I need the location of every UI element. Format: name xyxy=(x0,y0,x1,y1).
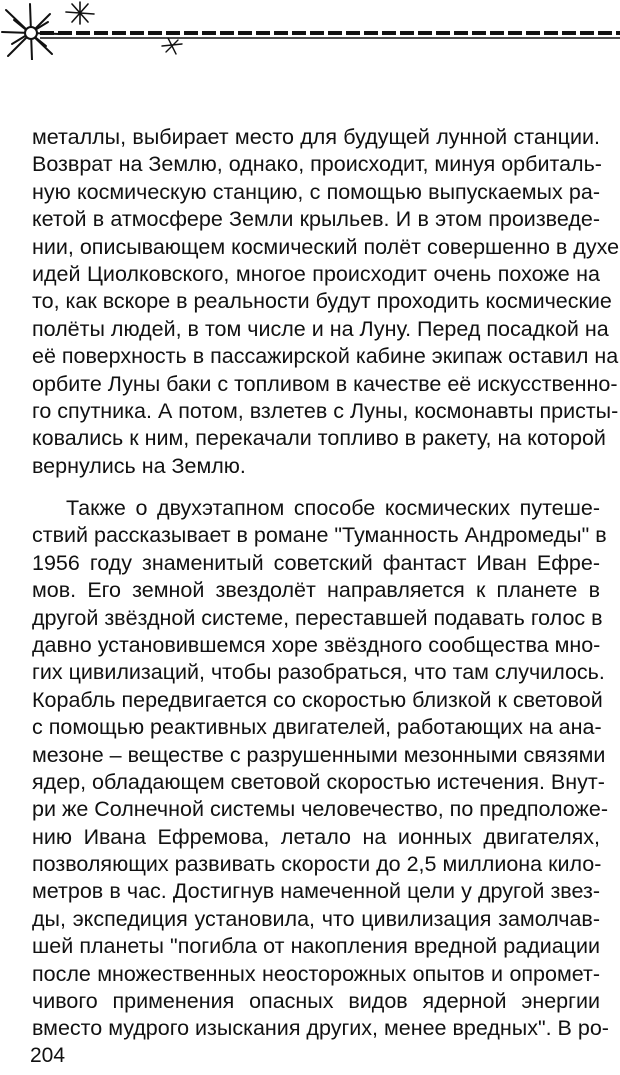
text-line: мов. Его земной звездолёт направляется к планете в xyxy=(32,578,600,603)
header-ornament-icon xyxy=(0,0,620,60)
text-line: гих цивилизаций, чтобы разобраться, что там случилось. xyxy=(32,660,605,685)
text-line: с помощью реактивных двигателей, работающих на ана- xyxy=(32,715,602,740)
text-line: Также о двухэтапном способе космических путеше- xyxy=(66,496,600,520)
text-line: после множественных неосторожных опытов и опромет- xyxy=(32,961,600,986)
text-line: вместо мудрого изыскания других, менее вредных". В ро- xyxy=(32,1016,609,1041)
text-line: давно установившемся хоре звёздного сообщества мно- xyxy=(32,632,601,657)
text-line: позволяющих развивать скорости до 2,5 миллиона кило- xyxy=(32,852,602,877)
text-line: ковались к ним, перекачали топливо в ракету, на которой xyxy=(32,426,606,451)
text-line: ную космическую станцию, с помощью выпускаемых ра- xyxy=(32,179,600,204)
text-line: ствий рассказывает в романе "Туманность Андромеды" в xyxy=(32,523,607,548)
text-line: чивого применения опасных видов ядерной энергии xyxy=(32,989,600,1014)
page-number: 204 xyxy=(30,1044,66,1067)
text-line: нию Ивана Ефремова, летало на ионных двигателях, xyxy=(32,824,600,849)
paragraph-2 xyxy=(32,495,609,1043)
text-line: ды, экспедиция установила, что цивилизация замолчав- xyxy=(32,906,600,931)
text-line: метров в час. Достигнув намеченной цели у другой звез- xyxy=(32,879,600,904)
text-line: ри же Солнечной системы человечество, по предположе- xyxy=(32,797,609,822)
text-line: идей Циолковского, многое происходит очень похоже на xyxy=(32,261,600,286)
text-line: го спутника. А потом, взлетев с Луны, космонавты присты- xyxy=(32,398,619,423)
text-line: то, как вскоре в реальности будут проходить космические xyxy=(32,289,612,314)
text-line: её поверхность в пассажирской кабине экипаж оставил на xyxy=(32,344,619,369)
text-line: другой звёздной системе, переставшей подавать голос в xyxy=(32,605,603,630)
text-line: металлы, выбирает место для будущей лунной станции. xyxy=(32,125,600,149)
text-line: кетой в атмосфере Земли крыльев. И в этом произведе- xyxy=(32,207,600,232)
text-line: шей планеты "погибла от накопления вредной радиации xyxy=(32,934,600,959)
text-line: орбите Луны баки с топливом в качестве её искусственно- xyxy=(32,371,618,396)
paragraph-1 xyxy=(32,124,620,480)
text-line: 1956 году знаменитый советский фантаст Иван Ефре- xyxy=(32,550,600,575)
text-line: Корабль передвигается со скоростью близкой к световой xyxy=(32,687,603,712)
text-line: вернулись на Землю. xyxy=(32,453,246,478)
text-line: нии, описывающем космический полёт совершенно в духе xyxy=(32,234,620,259)
text-line: полёты людей, в том числе и на Луну. Перед посадкой на xyxy=(32,316,609,341)
text-line: ядер, обладающем световой скоростью истечения. Внут- xyxy=(32,769,605,794)
text-line: мезоне – веществе с разрушенными мезонными связями xyxy=(32,742,606,767)
text-line: Возврат на Землю, однако, происходит, минуя орбиталь- xyxy=(32,152,602,177)
